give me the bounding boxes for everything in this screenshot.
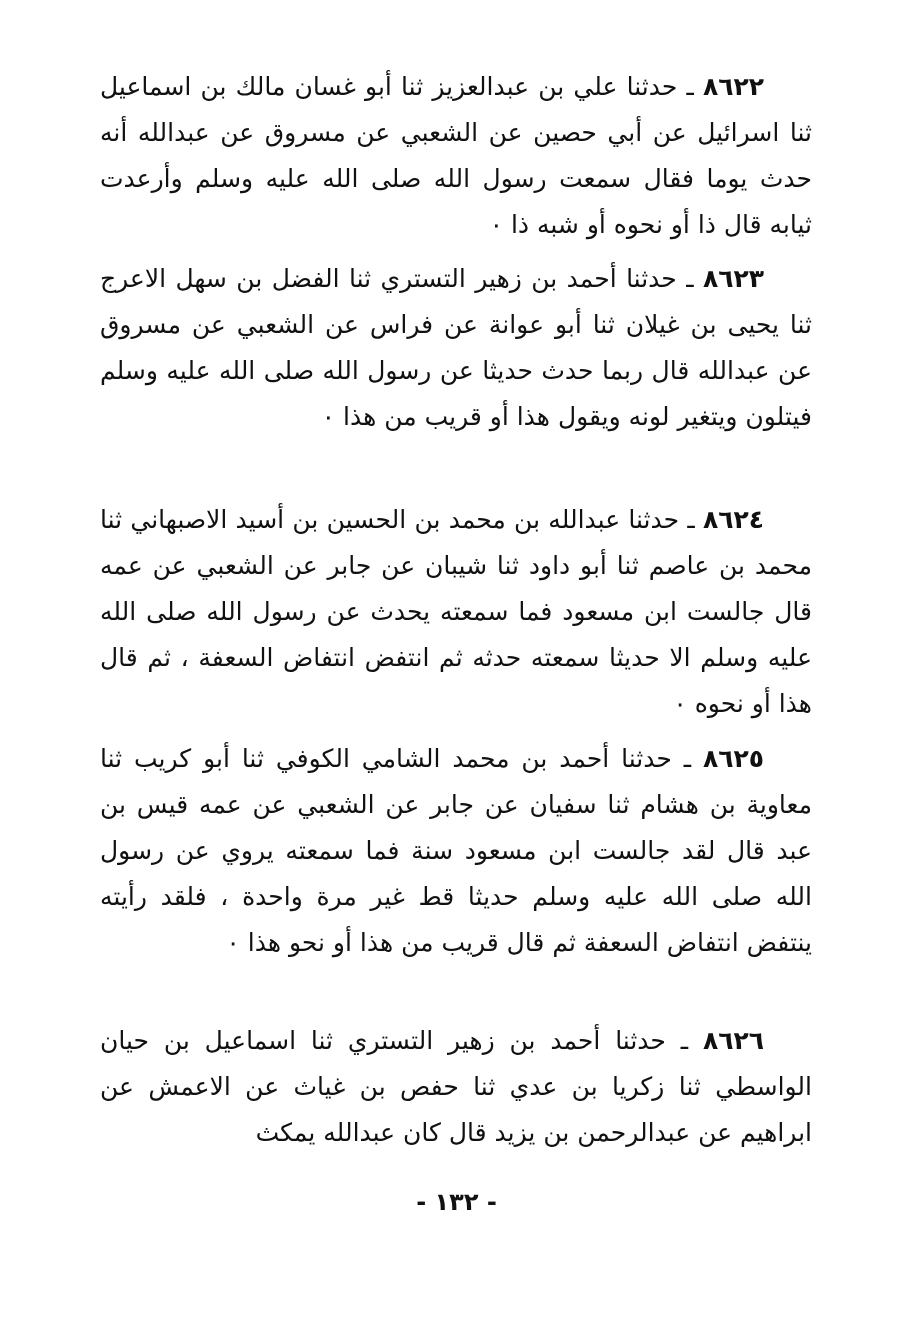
page-number: - ١٣٢ - — [416, 1188, 497, 1216]
hadith-number: ٨٦٢٢ — [702, 72, 764, 101]
separator-dash: ـ — [683, 744, 692, 773]
hadith-text: حدثنا أحمد بن زهير التستري ثنا اسماعيل بن حيان الواسطي ثنا زكريا بن عدي ثنا حفص بن غياث عن الاعمش عن ابراهيم عن عبدالرحمن بن يزيد قال كان عبدالله يمكث — [100, 1026, 812, 1147]
hadith-number: ٨٦٢٤ — [702, 505, 764, 534]
hadith-paragraph — [100, 497, 812, 727]
hadith-paragraph — [100, 736, 812, 966]
separator-dash: ـ — [686, 264, 694, 293]
hadith-paragraph — [100, 64, 812, 248]
hadith-text: حدثنا أحمد بن محمد الشامي الكوفي ثنا أبو كريب ثنا معاوية بن هشام ثنا سفيان عن جابر عن الشعبي عن عمه قيس بن عبد قال لقد جالست ابن مسعود سنة فما سمعته يروي عن رسول الله صلى الله عليه وسلم حديثا قط غير مرة واحدة ، فلقد رأيته ينتفض انتفاض السعفة ثم قال قريب من هذا أو نحو هذا ٠ — [100, 744, 812, 957]
hadith-paragraph — [100, 1018, 812, 1156]
hadith-paragraph — [100, 256, 812, 440]
hadith-number: ٨٦٢٥ — [702, 744, 765, 773]
hadith-text: حدثنا عبدالله بن محمد بن الحسين بن أسيد الاصبهاني ثنا محمد بن عاصم ثنا أبو داود ثنا شيبان عن جابر عن الشعبي عن عمه قال جالست ابن مسعود فما سمعته يحدث عن رسول الله صلى الله عليه وسلم الا حديثا سمعته حدثه ثم انتفض انتفاض السعفة ، ثم قال هذا أو نحوه ٠ — [100, 505, 812, 718]
separator-dash: ـ — [687, 505, 695, 534]
hadith-number: ٨٦٢٦ — [702, 1026, 764, 1055]
hadith-text: حدثنا علي بن عبدالعزيز ثنا أبو غسان مالك بن اسماعيل ثنا اسرائيل عن أبي حصين عن الشعبي عن مسروق عن عبدالله أنه حدث يوما فقال سمعت رسول الله صلى الله عليه وسلم وأرعدت ثيابه قال ذا أو نحوه أو شبه ذا ٠ — [100, 72, 812, 239]
separator-dash: ـ — [680, 1026, 689, 1055]
separator-dash: ـ — [686, 72, 694, 101]
hadith-number: ٨٦٢٣ — [702, 264, 765, 293]
hadith-text: حدثنا أحمد بن زهير التستري ثنا الفضل بن سهل الاعرج ثنا يحيى بن غيلان ثنا أبو عوانة عن فراس عن الشعبي عن مسروق عن عبدالله قال ربما حدث حديثا عن رسول الله صلى الله عليه وسلم فيتلون ويتغير لونه ويقول هذا أو قريب من هذا ٠ — [100, 264, 812, 431]
